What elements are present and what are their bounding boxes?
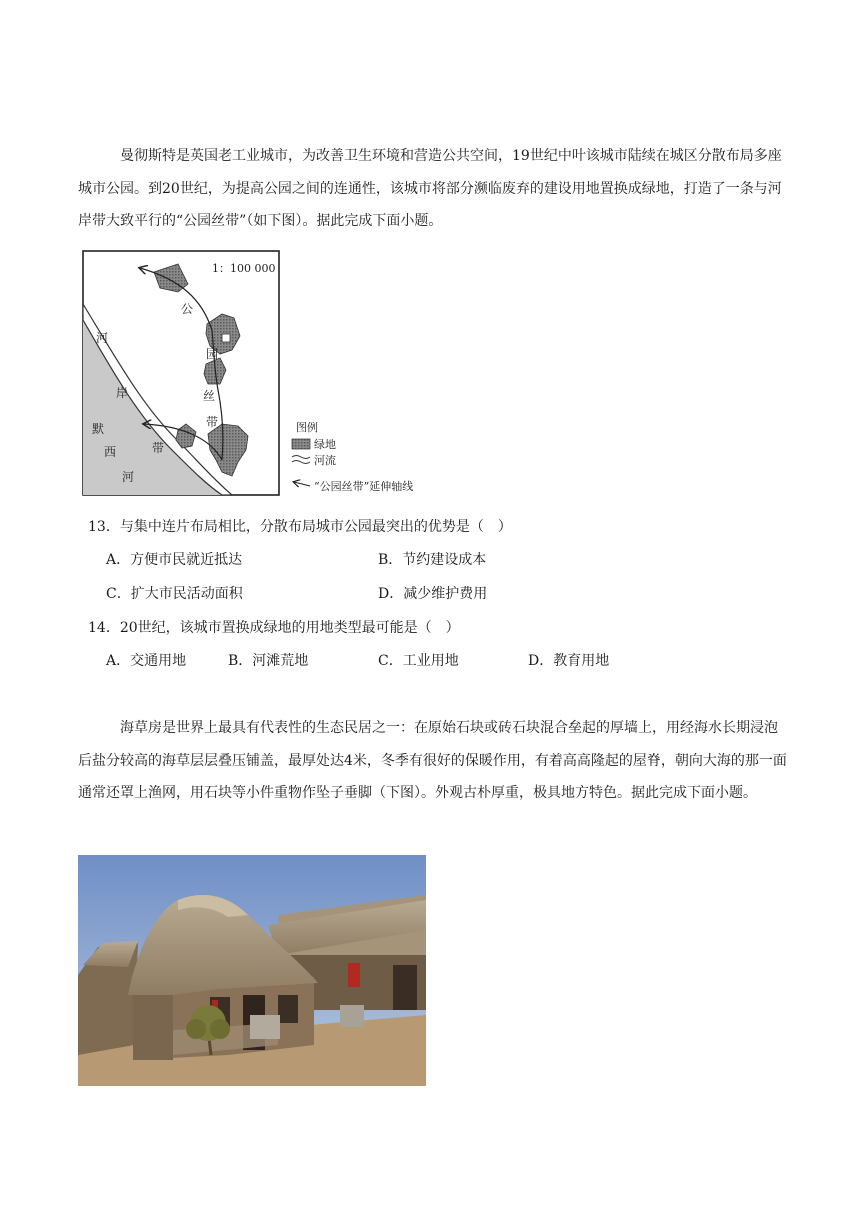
map-legend (292, 420, 413, 493)
question-14-option-a[interactable]: A．交通用地 (106, 653, 187, 669)
legend-title: 图例 (296, 421, 318, 434)
seaweed-house-photo (78, 855, 426, 1086)
passage-seaweed-house-text: 海草房是世界上最具有代表性的生态民居之一：在原始石块或砖石块混合垒起的厚墙上，用经海水长期浸泡后盐分较高的海草层层叠压铺盖，最厚处达4米，冬季有很好的保暖作用，有着高高隆起的屋脊，朝向大海的那一面通常还罩上渔网，用石块等小件重物作坠子垂脚（下图）。外观古朴厚重，极具地方特色。据此完成下面小题。 (78, 720, 787, 801)
question-14-option-c[interactable]: C．工业用地 (378, 653, 459, 669)
label-river-3: 河 (122, 470, 135, 484)
passage-manchester-text: 曼彻斯特是英国老工业城市，为改善卫生环境和营造公共空间，19世纪中叶该城市陆续在城区分散布局多座城市公园。到20世纪，为提高公园之间的连通性，该城市将部分濒临废弃的建设用地置换成绿地，打造了一条与河岸带大致平行的“公园丝带”（如下图）。据此完成下面小题。 (78, 148, 782, 229)
legend-green-swatch (292, 439, 310, 449)
question-14-option-b[interactable]: B．河滩荒地 (228, 653, 309, 669)
legend-axis: “公园丝带”延伸轴线 (314, 480, 414, 493)
label-ribbon-3: 丝 (203, 389, 216, 403)
question-13-stem: 13．与集中连片布局相比，分散布局城市公园最突出的优势是（ ） (88, 519, 512, 535)
label-river-1: 默 (92, 422, 105, 436)
built-plot (222, 334, 230, 342)
question-13-option-b[interactable]: B．节约建设成本 (378, 552, 487, 568)
question-13-option-c[interactable]: C．扩大市民活动面积 (106, 586, 243, 602)
label-ribbon-1: 公 (181, 302, 194, 316)
legend-river: 河流 (314, 454, 336, 467)
label-he-an-1: 河 (96, 331, 109, 345)
question-13-option-a[interactable]: A．方便市民就近抵达 (106, 552, 243, 568)
legend-axis-swatch (294, 482, 310, 486)
passage-manchester (78, 140, 790, 238)
legend-river-swatch (292, 456, 310, 464)
question-14-stem: 14．20世纪，该城市置换成绿地的用地类型最可能是（ ） (88, 620, 460, 636)
label-ribbon-4: 带 (206, 415, 219, 429)
label-he-an-3: 带 (152, 441, 165, 455)
label-he-an-2: 岸 (116, 386, 129, 400)
passage-seaweed-house (78, 712, 790, 810)
label-ribbon-2: 园 (206, 347, 219, 361)
map-scale: 1：100 000 (212, 262, 276, 275)
legend-green: 绿地 (314, 438, 336, 451)
label-river-2: 西 (104, 445, 117, 459)
question-13-option-d[interactable]: D．减少维护费用 (378, 586, 488, 602)
question-14-option-d[interactable]: D．教育用地 (528, 653, 610, 669)
park-ribbon-map (82, 250, 442, 498)
